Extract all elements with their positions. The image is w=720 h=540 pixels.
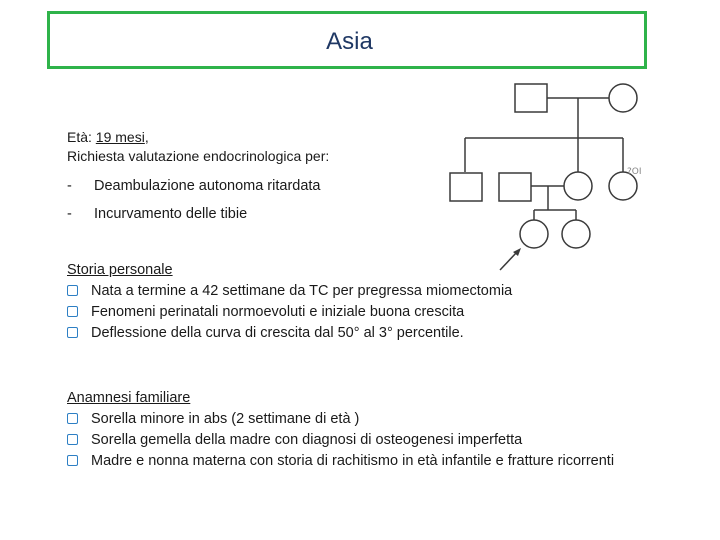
pedigree-note: ?OI xyxy=(627,167,642,177)
list-item: Sorella gemella della madre con diagnosi di osteogenesi imperfetta xyxy=(67,430,651,451)
reason-text: Deambulazione autonoma ritardata xyxy=(94,178,321,194)
family-history-section xyxy=(67,388,651,472)
sister-circle xyxy=(562,220,590,248)
checkbox-bullet-icon xyxy=(67,285,78,296)
reason-dash: - xyxy=(67,178,72,194)
list-item: Madre e nonna materna con storia di rachitismo in età infantile e fratture ricorrenti xyxy=(67,451,651,472)
personal-history-section xyxy=(67,260,651,344)
proband-circle xyxy=(520,220,548,248)
mother-circle xyxy=(564,172,592,200)
age-suffix: , xyxy=(144,129,149,145)
age-value: 19 mesi xyxy=(95,129,145,145)
checkbox-bullet-icon xyxy=(67,455,78,466)
list-item: Fenomeni perinatali normoevoluti e iniziale buona crescita xyxy=(67,302,651,323)
checkbox-bullet-icon xyxy=(67,306,78,317)
page-title: Asia xyxy=(326,28,373,55)
pedigree-diagram xyxy=(430,76,670,276)
title-box xyxy=(47,11,647,69)
uncle-square xyxy=(499,173,531,201)
checkbox-bullet-icon xyxy=(67,327,78,338)
reason-dash: - xyxy=(67,206,72,222)
intro-block xyxy=(67,128,329,166)
reason-item xyxy=(67,178,321,194)
list-item: Sorella minore in abs (2 settimane di età ) xyxy=(67,409,651,430)
request-line: Richiesta valutazione endocrinologica per: xyxy=(67,148,330,164)
grandfather-square xyxy=(515,84,547,112)
personal-history-heading: Storia personale xyxy=(67,262,173,278)
age-line xyxy=(67,128,329,147)
reason-text: Incurvamento delle tibie xyxy=(94,206,248,222)
checkbox-bullet-icon xyxy=(67,413,78,424)
age-prefix: Età: xyxy=(67,129,96,145)
list-item: Nata a termine a 42 settimane da TC per pregressa miomectomia xyxy=(67,281,651,302)
list-item: Deflessione della curva di crescita dal 50° al 3° percentile. xyxy=(67,323,651,344)
checkbox-bullet-icon xyxy=(67,434,78,445)
father-square xyxy=(450,173,482,201)
family-history-heading: Anamnesi familiare xyxy=(67,390,191,406)
reason-item xyxy=(67,206,247,222)
grandmother-circle xyxy=(609,84,637,112)
